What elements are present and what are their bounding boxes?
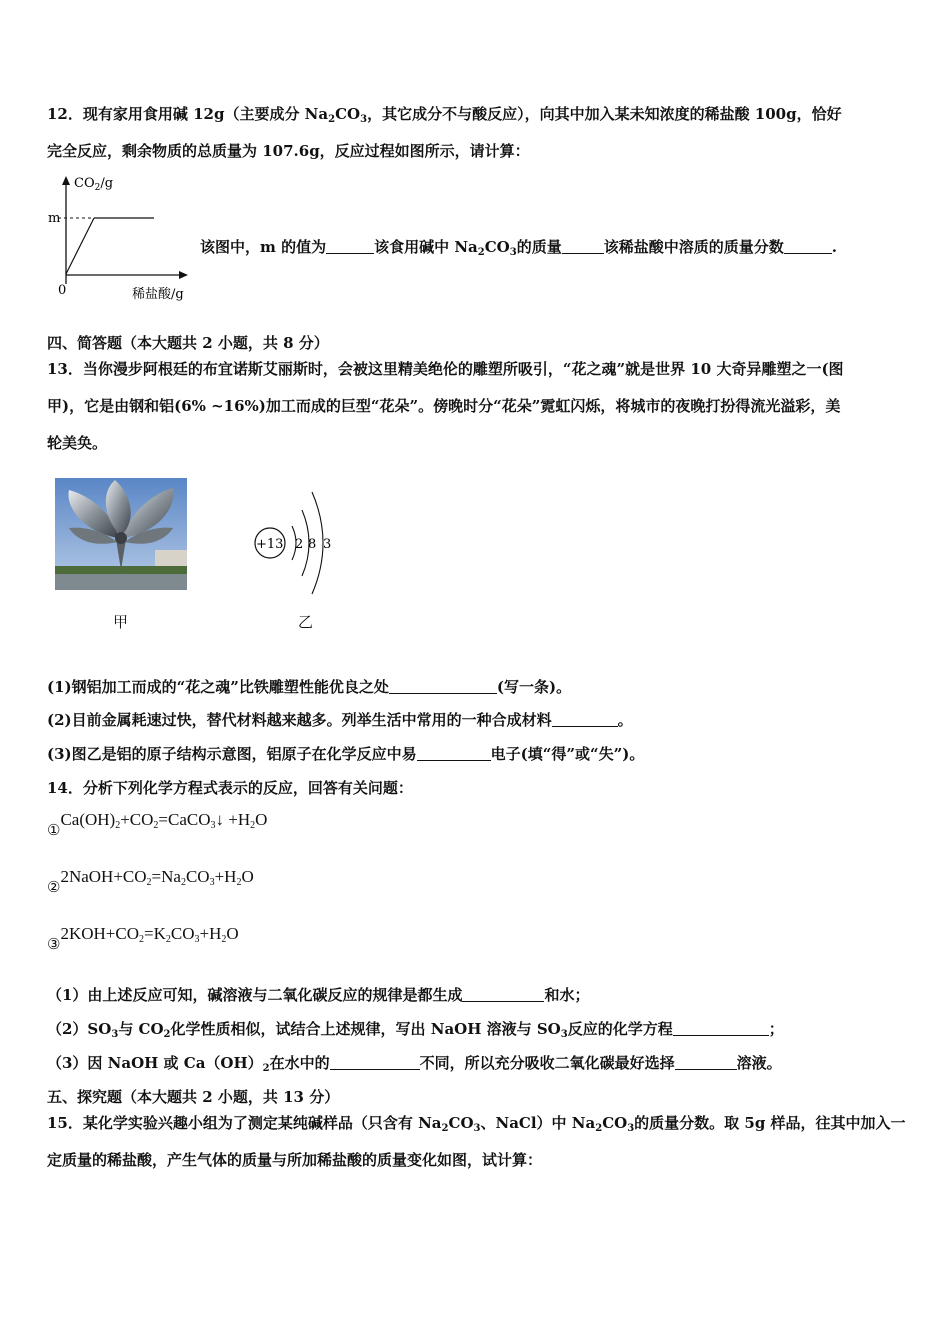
nucleus-charge: +13: [256, 537, 284, 552]
q12-co2-graph: [40, 172, 205, 304]
q13-line1: 13．当你漫步阿根廷的布宜诺斯艾丽斯时，会被这里精美绝伦的雕塑所吸引，“花之魂”就是世界 10 大奇异雕塑之一(图: [47, 360, 844, 378]
equation-1: $①Ca(OH)_2+CO_2=CaCO_3↓ +H_2O$: [47, 810, 268, 839]
q14-part3: （3）因 NaOH 或 $Ca(OH)_2$在水中的 不同，所以充分吸收二氧化碳最好选择 溶液。: [47, 1054, 782, 1074]
figure-b-caption: 乙: [298, 613, 314, 631]
q14-part1: （1）由上述反应可知，碱溶液与二氧化碳反应的规律是都生成 和水；: [47, 986, 590, 1004]
q12-questions: 该图中，m 的值为 该食用碱中 $Na_2CO_3$的质量 该稀盐酸中溶质的质量分数 .: [200, 238, 837, 258]
shell-2-electrons: 8: [308, 537, 317, 552]
shell-3-electrons: 3: [323, 537, 332, 552]
q12-line2: 完全反应，剩余物质的总质量为 107.6g，反应过程如图所示，请计算：: [47, 142, 530, 160]
q13-line2: 甲)，它是由钢和铝(6% ~16%)加工而成的巨型“花朵”。傍晚时分“花朵”霓虹闪烁，将城市的夜晚打扮得流光溢彩，美: [47, 397, 841, 415]
graph-origin: 0: [58, 283, 67, 298]
graph-y-label: $CO_2/g$: [74, 176, 114, 193]
q15-line1: 15．某化学实验兴趣小组为了测定某纯碱样品（只含有 $Na_2CO_3$、NaCl）中 $Na_2CO_3$的质量分数。取 5g 样品，往其中加入一: [47, 1114, 906, 1134]
section-5-title: 五、探究题（本大题共 2 小题，共 13 分）: [47, 1088, 340, 1106]
figure-a-caption: 甲: [113, 613, 129, 631]
floralis-sculpture-photo: [55, 478, 187, 590]
q12-line1: 12．现有家用食用碱 12g（主要成分 $Na_2CO_3$，其它成分不与酸反应），向其中加入某未知浓度的稀盐酸 100g，恰好: [47, 105, 842, 125]
q15-line2: 定质量的稀盐酸，产生气体的质量与所加稀盐酸的质量变化如图，试计算：: [47, 1151, 543, 1169]
q14-intro: 14．分析下列化学方程式表示的反应，回答有关问题：: [47, 779, 413, 797]
equation-2: $②2NaOH+CO_2=Na_2CO_3+H_2O$: [47, 867, 254, 896]
aluminum-atom-diagram: [250, 488, 345, 598]
shell-1-electrons: 2: [295, 537, 304, 552]
q14-part2: $(2)SO_3$与 $CO_2$化学性质相似，试结合上述规律，写出 NaOH 溶液与 $SO_3$反应的化学方程 ；: [47, 1020, 784, 1040]
equation-3: $③2KOH+CO_2=K_2CO_3+H_2O$: [47, 924, 239, 953]
graph-m-label: m: [48, 211, 61, 226]
section-4-title: 四、简答题（本大题共 2 小题，共 8 分）: [47, 334, 329, 352]
q13-part1: (1)钢铝加工而成的“花之魂”比铁雕塑性能优良之处 (写一条)。: [47, 678, 572, 696]
q13-line3: 轮美奂。: [47, 434, 108, 452]
graph-x-label: 稀盐酸/g: [132, 287, 184, 302]
q13-part2: (2)目前金属耗速过快，替代材料越来越多。列举生活中常用的一种合成材料 。: [47, 711, 633, 729]
q13-part3: (3)图乙是铝的原子结构示意图，铝原子在化学反应中易 电子(填“得”或“失”)。: [47, 745, 645, 763]
